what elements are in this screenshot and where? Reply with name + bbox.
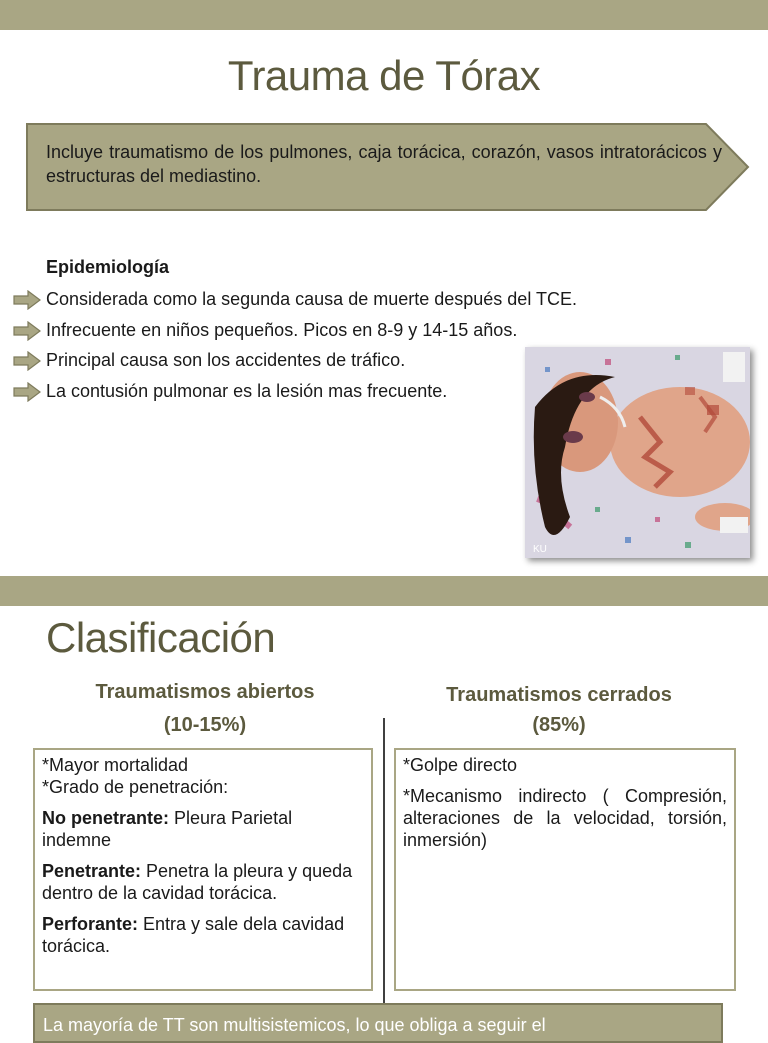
closed-trauma-title: Traumatismos cerrados (446, 684, 672, 706)
open-trauma-title: Traumatismos abiertos (95, 681, 315, 703)
open-item-penetration: *Grado de penetración: (42, 777, 229, 797)
open-item-mortality: *Mayor mortalidad (42, 755, 189, 775)
open-item-penetrante: Penetrante: Penetra la pleura y queda dentro de la cavidad torácica. (42, 861, 353, 903)
intro-callout (26, 123, 750, 211)
open-item-no-penetrante: No penetrante: Pleura Parietal indemne (42, 808, 293, 850)
open-trauma-percent: (10-15%) (163, 714, 247, 736)
bullet-item (12, 350, 405, 371)
bullet-item (12, 381, 447, 402)
closed-trauma-box (394, 748, 736, 991)
open-trauma-heading (40, 676, 370, 742)
epidemiology-heading: Epidemiología (46, 257, 170, 277)
bullet-text: Considerada como la segunda causa de muerte después del TCE. (46, 289, 577, 309)
patient-photo (525, 347, 750, 558)
arrow-bullet-icon (12, 351, 42, 371)
intro-text: Incluye traumatismo de los pulmones, caja torácica, corazón, vasos intratorácicos y estructuras del mediastino. (46, 142, 722, 186)
middle-band (0, 576, 768, 606)
closed-trauma-percent: (85%) (532, 714, 586, 736)
arrow-bullet-icon (12, 321, 42, 341)
bullet-text: Infrecuente en niños pequeños. Picos en 8-9 y 14-15 años. (46, 320, 518, 340)
bottom-note-box: La mayoría de TT son multisistemicos, lo que obliga a seguir el (33, 1003, 723, 1043)
photo-caption: KU (533, 544, 547, 555)
bullet-item (12, 320, 517, 341)
closed-trauma-heading (400, 680, 718, 740)
slide-title-clasificacion: Clasificación (46, 614, 276, 661)
open-trauma-box (33, 748, 373, 991)
bullet-text: La contusión pulmonar es la lesión mas frecuente. (46, 381, 448, 401)
bullet-text: Principal causa son los accidentes de tráfico. (46, 350, 406, 370)
closed-item-direct: *Golpe directo (403, 755, 518, 775)
top-band (0, 0, 768, 30)
slide-title: Trauma de Tórax (227, 52, 541, 99)
arrow-bullet-icon (12, 290, 42, 310)
closed-item-indirect: *Mecanismo indirecto ( Compresión, alteraciones de la velocidad, torsión, inmersión) (403, 786, 727, 850)
bullet-item (12, 289, 577, 310)
column-divider (383, 718, 385, 1024)
open-item-perforante: Perforante: Entra y sale dela cavidad torácica. (42, 914, 345, 956)
arrow-bullet-icon (12, 382, 42, 402)
